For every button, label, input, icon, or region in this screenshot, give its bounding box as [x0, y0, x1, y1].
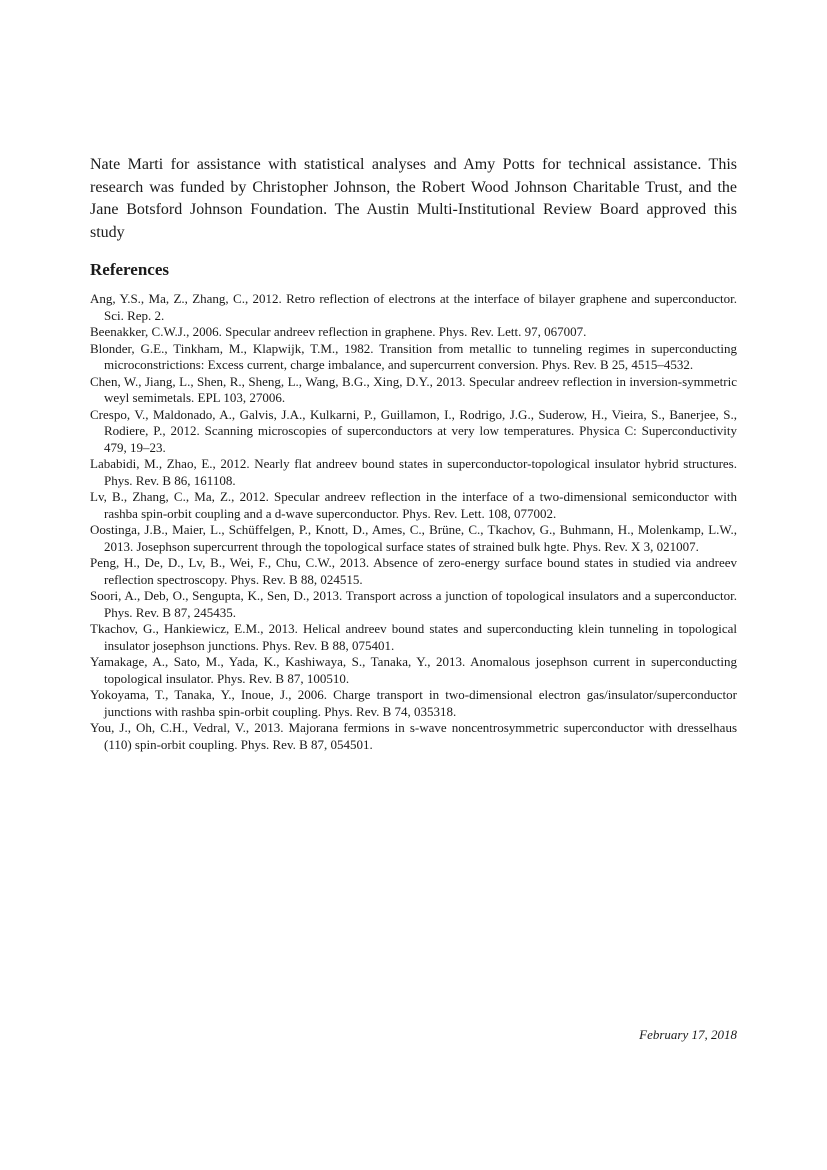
- reference-entry: Oostinga, J.B., Maier, L., Schüffelgen, P., Knott, D., Ames, C., Brüne, C., Tkachov, G., Buhmann, H., Molenkamp, L.W., 2013. Josephson supercurrent through the topological surface states of strained bulk hgte. Phys. Rev. X 3, 021007.: [90, 522, 737, 554]
- acknowledgment-paragraph: Nate Marti for assistance with statistical analyses and Amy Potts for technical assistance. This research was funded by Christopher Johnson, the Robert Wood Johnson Charitable Trust, and the Jane Botsford Johnson Foundation. The Austin Multi-Institutional Review Board approved this study: [90, 156, 737, 241]
- page: [90, 0, 737, 1170]
- footer-date: February 17, 2018: [639, 1027, 737, 1042]
- reference-entry: Lv, B., Zhang, C., Ma, Z., 2012. Specular andreev reflection in the interface of a two-dimensional semiconductor with rashba spin-orbit coupling and a d-wave superconductor. Phys. Rev. Lett. 108, 077002.: [90, 489, 737, 521]
- reference-entry: Yokoyama, T., Tanaka, Y., Inoue, J., 2006. Charge transport in two-dimensional electron gas/insulator/superconductor junctions with rashba spin-orbit coupling. Phys. Rev. B 74, 035318.: [90, 687, 737, 719]
- reference-entry: Blonder, G.E., Tinkham, M., Klapwijk, T.M., 1982. Transition from metallic to tunneling regimes in superconducting microconstrictions: Excess current, charge imbalance, and supercurrent conversion. Phys. Rev. B 25, 4515–4532.: [90, 340, 737, 372]
- reference-list: [90, 291, 737, 753]
- reference-entry: Chen, W., Jiang, L., Shen, R., Sheng, L., Wang, B.G., Xing, D.Y., 2013. Specular andreev reflection in inversion-symmetric weyl semimetals. EPL 103, 27006.: [90, 373, 737, 405]
- reference-entry: Lababidi, M., Zhao, E., 2012. Nearly flat andreev bound states in superconductor-topological insulator hybrid structures. Phys. Rev. B 86, 161108.: [90, 456, 737, 488]
- reference-entry: Yamakage, A., Sato, M., Yada, K., Kashiwaya, S., Tanaka, Y., 2013. Anomalous josephson current in superconducting topological insulator. Phys. Rev. B 87, 100510.: [90, 654, 737, 686]
- reference-entry: Peng, H., De, D., Lv, B., Wei, F., Chu, C.W., 2013. Absence of zero-energy surface bound states in studied via andreev reflection spectroscopy. Phys. Rev. B 88, 024515.: [90, 555, 737, 587]
- references-heading: References: [90, 260, 169, 279]
- reference-entry: You, J., Oh, C.H., Vedral, V., 2013. Majorana fermions in s-wave noncentrosymmetric superconductor with dresselhaus (110) spin-orbit coupling. Phys. Rev. B 87, 054501.: [90, 720, 737, 752]
- reference-entry: Crespo, V., Maldonado, A., Galvis, J.A., Kulkarni, P., Guillamon, I., Rodrigo, J.G., Suderow, H., Vieira, S., Banerjee, S., Rodiere, P., 2012. Scanning microscopies of superconductors at very low temperatures. Physica C: Superconductivity 479, 19–23.: [90, 406, 737, 455]
- reference-entry: Ang, Y.S., Ma, Z., Zhang, C., 2012. Retro reflection of electrons at the interface of bilayer graphene and superconductor. Sci. Rep. 2.: [90, 291, 737, 323]
- reference-entry: Beenakker, C.W.J., 2006. Specular andreev reflection in graphene. Phys. Rev. Lett. 97, 067007.: [90, 324, 587, 339]
- reference-entry: Soori, A., Deb, O., Sengupta, K., Sen, D., 2013. Transport across a junction of topological insulators and a superconductor. Phys. Rev. B 87, 245435.: [90, 588, 737, 620]
- reference-entry: Tkachov, G., Hankiewicz, E.M., 2013. Helical andreev bound states and superconducting klein tunneling in topological insulator josephson junctions. Phys. Rev. B 88, 075401.: [90, 621, 737, 653]
